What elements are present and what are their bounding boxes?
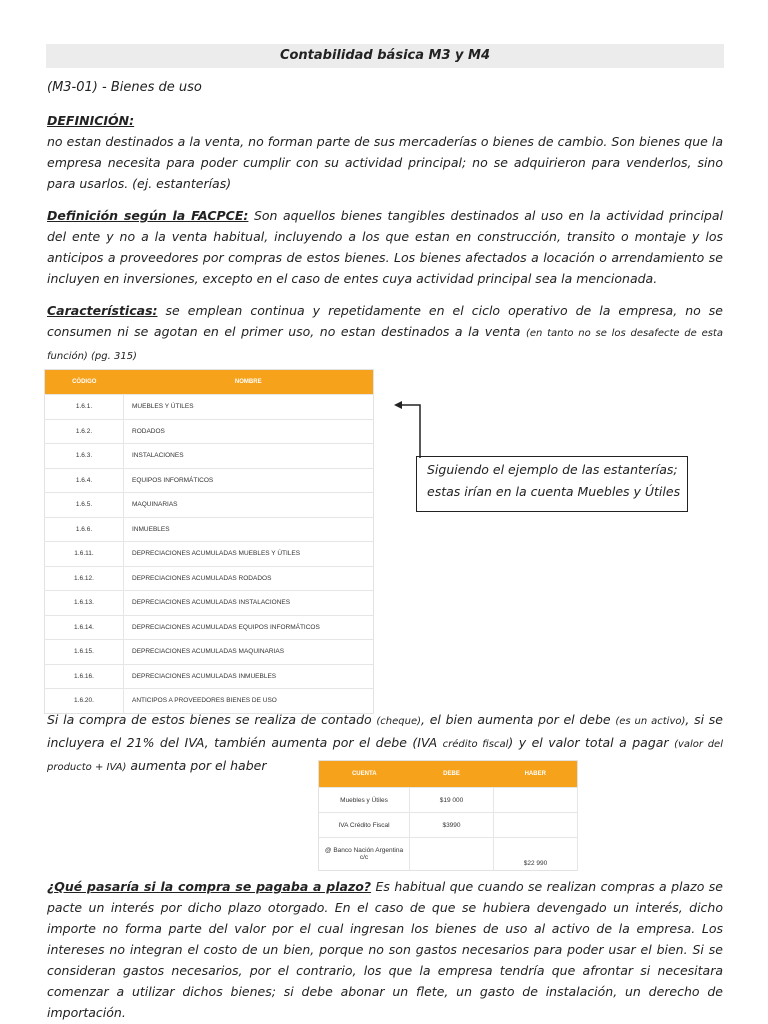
accounts-table — [44, 369, 374, 714]
column-header-code: CÓDIGO — [45, 370, 124, 395]
account-name: DEPRECIACIONES ACUMULADAS EQUIPOS INFORMÁTICOS — [124, 615, 374, 640]
table-row — [45, 566, 374, 591]
entry-credit — [494, 813, 578, 838]
table-row — [45, 468, 374, 493]
entry-account: Muebles y Útiles — [319, 788, 410, 813]
accounts-table-header — [45, 370, 374, 395]
account-code: 1.6.15. — [45, 640, 124, 665]
purchase-note-1: (cheque) — [376, 716, 422, 727]
table-row — [45, 664, 374, 689]
table-row — [319, 838, 578, 871]
section-heading: (M3-01) - Bienes de uso — [47, 80, 202, 95]
document-title: Contabilidad básica M3 y M4 — [46, 44, 724, 68]
table-row — [319, 788, 578, 813]
account-code: 1.6.1. — [45, 395, 124, 420]
purchase-text-5: aumenta por el haber — [130, 758, 267, 773]
entry-table-header — [319, 761, 578, 788]
table-row — [45, 517, 374, 542]
installment-text: Es habitual que cuando se realizan compras a plazo se pacte un interés por dicho plazo otorgado. En el caso de que se hubiera devengado un interés, dicho importe no forma parte del valor por el cual ingresan los bienes de uso al activo de la empresa. Los intereses no integran el costo de un bien, porque no son gastos necesarios para poder usar el bien. Si se consideran gastos necesarios, por el contrario, los que la empresa tendría que afrontar si necesitara comenzar a utilizar dichos bienes; si debe abonar un flete, un gasto de instalación, un derecho de importación. — [47, 879, 723, 1020]
definition-label: DEFINICIÓN: — [47, 113, 135, 128]
entry-account: IVA Crédito Fiscal — [319, 813, 410, 838]
account-code: 1.6.13. — [45, 591, 124, 616]
entry-credit: $22 990 — [494, 838, 578, 871]
table-row — [45, 640, 374, 665]
table-row — [45, 493, 374, 518]
account-code: 1.6.2. — [45, 419, 124, 444]
characteristics-paragraph — [47, 300, 723, 367]
facpce-paragraph — [47, 205, 723, 289]
account-name: DEPRECIACIONES ACUMULADAS RODADOS — [124, 566, 374, 591]
purchase-note-4: (valor del producto + IVA) — [47, 739, 723, 773]
table-row — [319, 813, 578, 838]
column-header-credit: HABER — [494, 761, 578, 788]
entry-debit: $19 000 — [410, 788, 494, 813]
account-name: MAQUINARIAS — [124, 493, 374, 518]
account-name: RODADOS — [124, 419, 374, 444]
account-code: 1.6.11. — [45, 542, 124, 567]
purchase-text-1: Si la compra de estos bienes se realiza de contado — [47, 712, 372, 727]
purchase-text-4: ) y el valor total a pagar — [508, 735, 669, 750]
purchase-note-2: (es un activo) — [615, 716, 686, 727]
account-name: INSTALACIONES — [124, 444, 374, 469]
account-name: INMUEBLES — [124, 517, 374, 542]
callout-arrow-icon — [390, 396, 430, 460]
account-name: DEPRECIACIONES ACUMULADAS INSTALACIONES — [124, 591, 374, 616]
installment-paragraph — [47, 876, 723, 1023]
journal-entry-table — [318, 760, 578, 871]
account-code: 1.6.3. — [45, 444, 124, 469]
callout-box: Siguiendo el ejemplo de las estanterías; estas irían en la cuenta Muebles y Útiles — [416, 456, 688, 512]
characteristics-text: se emplean continua y repetidamente en el ciclo operativo de la empresa, no se consumen ni se agotan en el primer uso, no estan destinados a la venta — [47, 303, 723, 339]
account-name: ANTICIPOS A PROVEEDORES BIENES DE USO — [124, 689, 374, 714]
account-code: 1.6.12. — [45, 566, 124, 591]
account-name: MUEBLES Y ÚTILES — [124, 395, 374, 420]
account-code: 1.6.6. — [45, 517, 124, 542]
entry-credit — [494, 788, 578, 813]
facpce-label: Definición según la FACPCE: — [47, 208, 249, 223]
account-name: EQUIPOS INFORMÁTICOS — [124, 468, 374, 493]
installment-label: ¿Qué pasaría si la compra se pagaba a plazo? — [47, 879, 372, 894]
account-name: DEPRECIACIONES ACUMULADAS INMUEBLES — [124, 664, 374, 689]
characteristics-note: (en tanto no se los desafecte de esta función) (pg. 315) — [47, 328, 723, 362]
table-row — [45, 444, 374, 469]
column-header-name: NOMBRE — [124, 370, 374, 395]
definition-text: no estan destinados a la venta, no forman parte de sus mercaderías o bienes de cambio. Son bienes que la empresa necesita para poder cumplir con su actividad principal; no se adquirieron para venderlos, sino para usarlos. (ej. estanterías) — [47, 134, 723, 191]
column-header-account: CUENTA — [319, 761, 410, 788]
column-header-debit: DEBE — [410, 761, 494, 788]
table-row — [45, 395, 374, 420]
account-code: 1.6.4. — [45, 468, 124, 493]
purchase-text-2: , el bien aumenta por el debe — [421, 712, 611, 727]
account-code: 1.6.20. — [45, 689, 124, 714]
purchase-text-3: , si se incluyera el 21% del IVA, también aumenta por el debe (IVA — [47, 712, 723, 750]
table-row — [45, 615, 374, 640]
entry-debit: $3990 — [410, 813, 494, 838]
account-name: DEPRECIACIONES ACUMULADAS MAQUINARIAS — [124, 640, 374, 665]
account-name: DEPRECIACIONES ACUMULADAS MUEBLES Y ÚTILES — [124, 542, 374, 567]
definition-paragraph — [47, 110, 723, 194]
purchase-note-3: crédito fiscal — [442, 739, 509, 750]
table-row — [45, 542, 374, 567]
characteristics-label: Características: — [47, 303, 158, 318]
account-code: 1.6.14. — [45, 615, 124, 640]
account-code: 1.6.16. — [45, 664, 124, 689]
facpce-text: Son aquellos bienes tangibles destinados al uso en la actividad principal del ente y no a la venta habitual, incluyendo a los que estan en construcción, transito o montaje y los anticipos a proveedores por compras de estos bienes. Los bienes afectados a locación o arrendamiento se incluyen en inversiones, excepto en el caso de entes cuya actividad principal sea la mencionada. — [47, 208, 723, 286]
entry-debit — [410, 838, 494, 871]
table-row — [45, 419, 374, 444]
table-row — [45, 591, 374, 616]
account-code: 1.6.5. — [45, 493, 124, 518]
entry-account: @ Banco Nación Argentina c/c — [319, 838, 410, 871]
